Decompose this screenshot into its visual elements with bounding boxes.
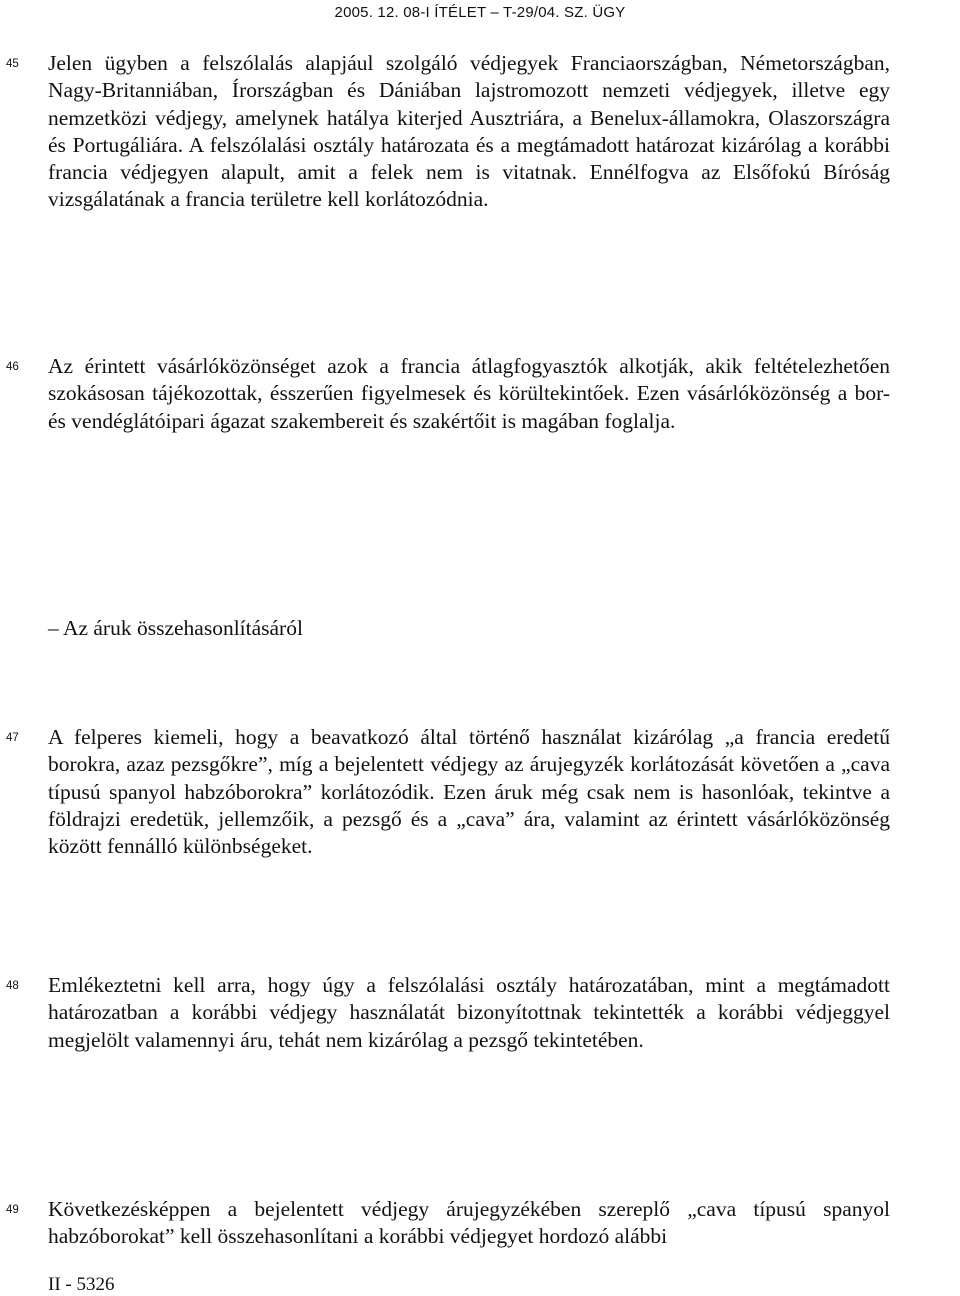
paragraph-49: Következésképpen a bejelentett védjegy árujegyzékében szereplő „cava típusú spanyol habzóborokat” kell összehasonlítani a korábbi védjegyet hordozó alábbi — [48, 1197, 890, 1249]
paragraph-46: Az érintett vásárlóközönséget azok a francia átlagfogyasztók alkotják, akik feltételezhetően szokásosan tájékozottak, ésszerűen figyelmesek és körültekintőek. Ezen vásárlóközönség a bor- és vendéglátóipari ágazat szakembereit és szakértőit is magában foglalja. — [48, 354, 890, 433]
paragraph-47: A felperes kiemeli, hogy a beavatkozó által történő használat kizárólag „a francia eredetű borokra, azaz pezsgőkre”, míg a bejelentett védjegy az árujegyzék korlátozását követően a „cava típusú spanyol habzóborokra” korlátozódik. Ezen áruk még csak nem is hasonlóak, tekintve a földrajzi eredetük, jellemzőik, a pezsgő és a „cava” ára, valamint az érintett vásárlóközönség között fennálló különbségeket. — [48, 725, 890, 859]
running-header: 2005. 12. 08-I ÍTÉLET – T-29/04. SZ. ÜGY — [334, 4, 626, 21]
paragraph-number: 46 — [6, 361, 19, 373]
paragraph-number: 45 — [6, 58, 19, 70]
page-number: II - 5326 — [48, 1274, 115, 1295]
paragraph-number: 47 — [6, 732, 19, 744]
paragraph-45: Jelen ügyben a felszólalás alapjául szolgáló védjegyek Franciaországban, Németországban, Nagy-Britanniában, Írországban és Dániában lajstromozott nemzeti védjegyek, illetve egy nemzetközi védjegy, amelynek hatálya kiterjed Ausztriára, a Benelux-államokra, Olaszországra és Portugáliára. A felszólalási osztály határozata és a megtámadott határozat kizárólag a korábbi francia védjegyen alapult, amit a felek nem is vitatnak. Ennélfogva az Elsőfokú Bíróság vizsgálatának a francia területre kell korlátozódnia. — [48, 51, 890, 212]
paragraph-number: 48 — [6, 980, 19, 992]
paragraph-number: 49 — [6, 1204, 19, 1216]
section-heading: – Az áruk összehasonlításáról — [48, 616, 303, 640]
paragraph-48: Emlékeztetni kell arra, hogy úgy a felszólalási osztály határozatában, mint a megtámadott határozatban a korábbi védjegy használatát bizonyítottnak tekintették a korábbi védjeggyel megjelölt valamennyi áru, tehát nem kizárólag a pezsgő tekintetében. — [48, 973, 890, 1052]
